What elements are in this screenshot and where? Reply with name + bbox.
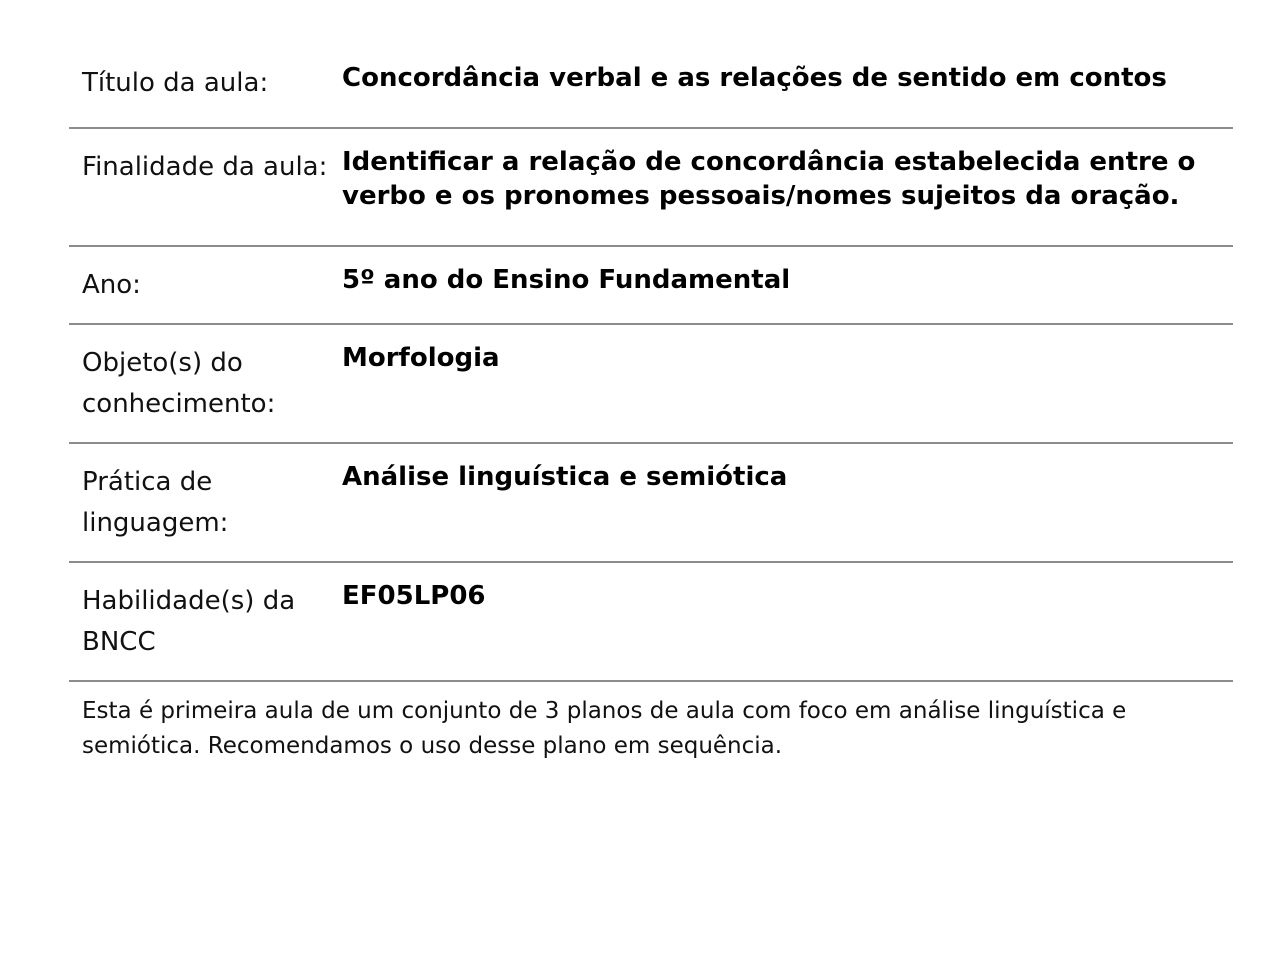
lesson-plan-table — [69, 45, 1233, 764]
language-practice-label: Prática de linguagem: — [82, 467, 229, 538]
lesson-purpose-value: Identificar a relação de concordância estabelecida entre o verbo e os pronomes pessoais/nomes sujeitos da oração. — [342, 147, 1196, 211]
bncc-skills-value: EF05LP06 — [342, 581, 486, 611]
language-practice-value: Análise linguística e semiótica — [342, 462, 788, 492]
row-lesson-title — [69, 45, 1233, 129]
row-grade — [69, 247, 1233, 325]
row-language-practice — [69, 444, 1233, 563]
row-lesson-purpose — [69, 129, 1233, 247]
lesson-title-value: Concordância verbal e as relações de sentido em contos — [342, 63, 1167, 93]
lesson-title-label: Título da aula: — [82, 68, 269, 98]
bncc-skills-label: Habilidade(s) da BNCC — [82, 586, 296, 657]
grade-value: 5º ano do Ensino Fundamental — [342, 265, 791, 295]
sequence-note: Esta é primeira aula de um conjunto de 3 planos de aula com foco em análise linguística e semiótica. Recomendamos o uso desse plano em sequência. — [82, 698, 1127, 759]
lesson-purpose-label: Finalidade da aula: — [82, 152, 328, 182]
row-knowledge-objects — [69, 325, 1233, 444]
knowledge-objects-value: Morfologia — [342, 343, 500, 373]
grade-label: Ano: — [82, 270, 141, 300]
knowledge-objects-label: Objeto(s) do conhecimento: — [82, 348, 276, 419]
row-bncc-skills — [69, 563, 1233, 682]
